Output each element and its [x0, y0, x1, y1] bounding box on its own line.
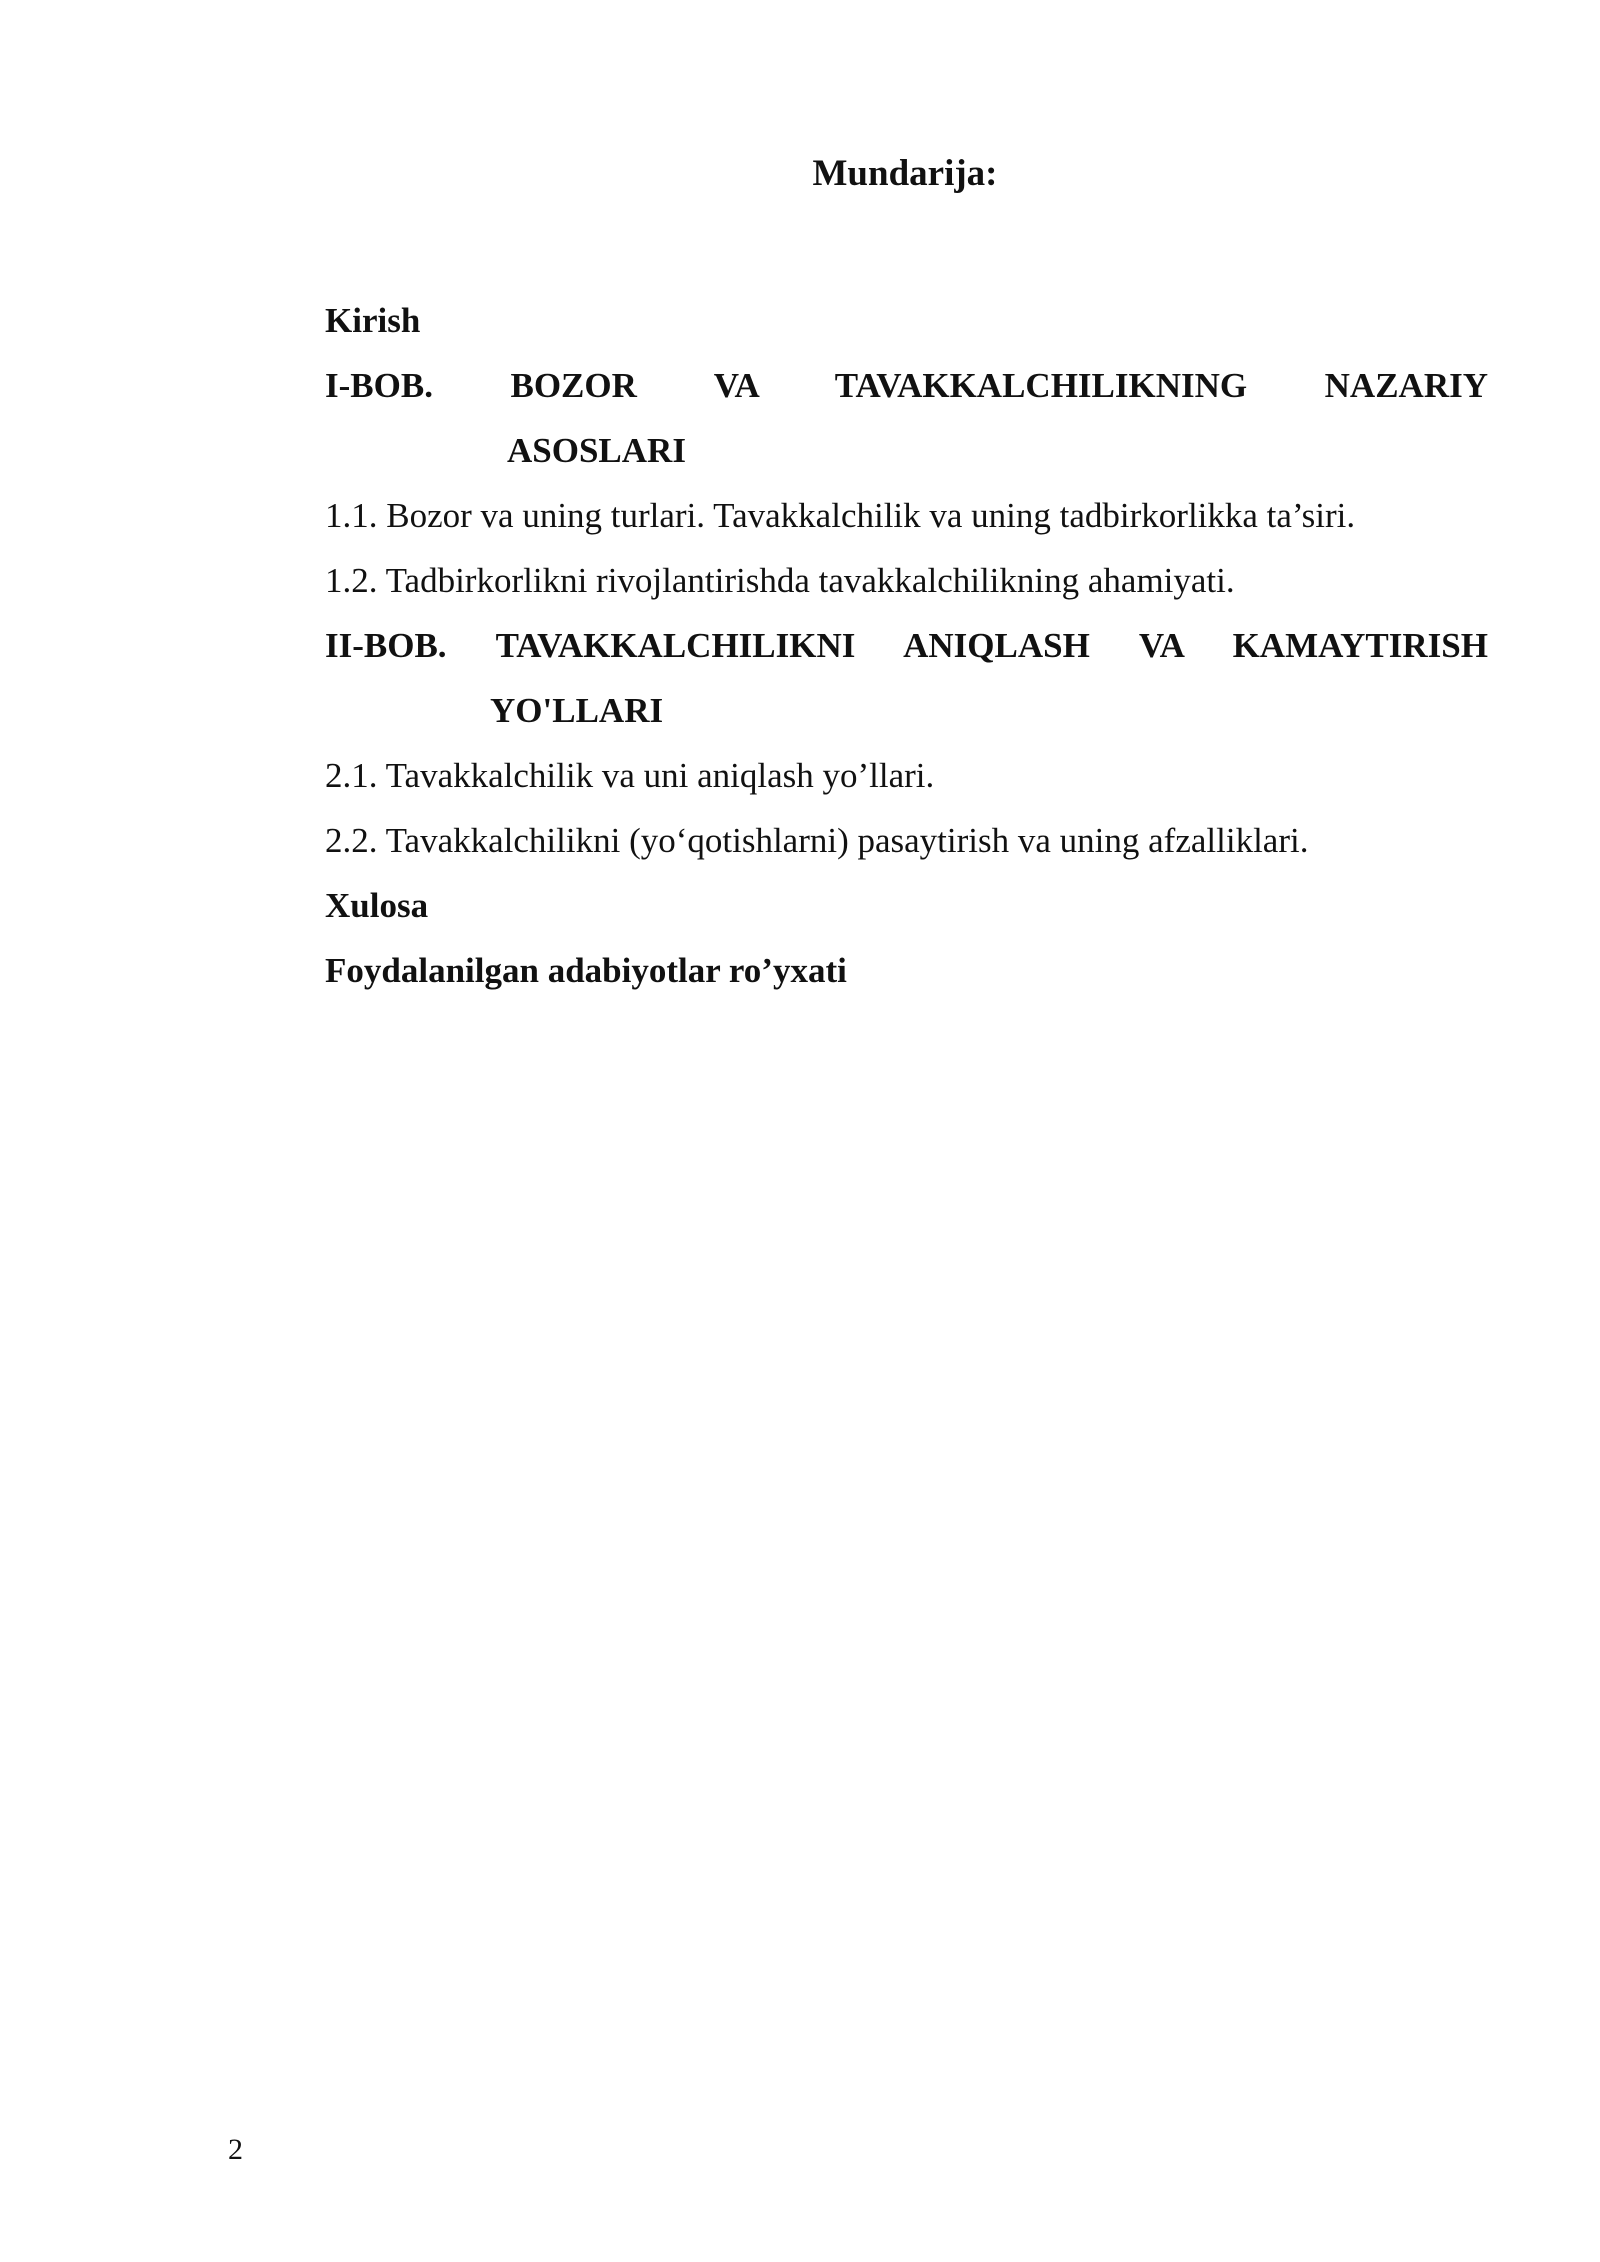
- toc-section-2-1: 2.1. Tavakkalchilik va uni aniqlash yo’llari.: [325, 756, 935, 795]
- toc-section-1-1: 1.1. Bozor va uning turlari. Tavakkalchilik va uning tadbirkorlikka ta’siri.: [325, 496, 1356, 535]
- toc-chapter-1-word: VA: [713, 366, 758, 405]
- toc-section-1-2: 1.2. Tadbirkorlikni rivojlantirishda tavakkalchilikning ahamiyati.: [325, 561, 1235, 600]
- toc-intro: Kirish: [325, 301, 421, 340]
- page-number: 2: [228, 2133, 243, 2166]
- toc-section-2-2: 2.2. Tavakkalchilikni (yo‘qotishlarni) pasaytirish va uning afzalliklari.: [325, 821, 1309, 860]
- toc-chapter-2: [325, 613, 1488, 678]
- toc-references: Foydalanilgan adabiyotlar ro’yxati: [325, 951, 847, 990]
- toc-chapter-1: [325, 353, 1488, 418]
- toc-chapter-1-word: TAVAKKALCHILIKNING: [834, 366, 1248, 405]
- toc-chapter-2-word: TAVAKKALCHILIKNI: [495, 626, 856, 665]
- toc-chapter-1-word: NAZARIY: [1324, 366, 1489, 405]
- toc-chapter-1-word: I-BOB.: [325, 366, 433, 405]
- toc-chapter-2-word: II-BOB.: [325, 626, 447, 665]
- page-title: Mundarija:: [812, 153, 998, 194]
- toc-chapter-2-word: KAMAYTIRISH: [1232, 626, 1488, 665]
- toc-chapter-1-continuation: ASOSLARI: [507, 431, 686, 470]
- toc-conclusion: Xulosa: [325, 886, 429, 925]
- toc-chapter-2-word: ANIQLASH: [903, 626, 1090, 665]
- toc-chapter-1-word: BOZOR: [510, 366, 637, 405]
- toc-chapter-2-continuation: YO'LLARI: [490, 691, 664, 730]
- toc-chapter-2-word: VA: [1138, 626, 1183, 665]
- table-of-contents: [325, 288, 1488, 1003]
